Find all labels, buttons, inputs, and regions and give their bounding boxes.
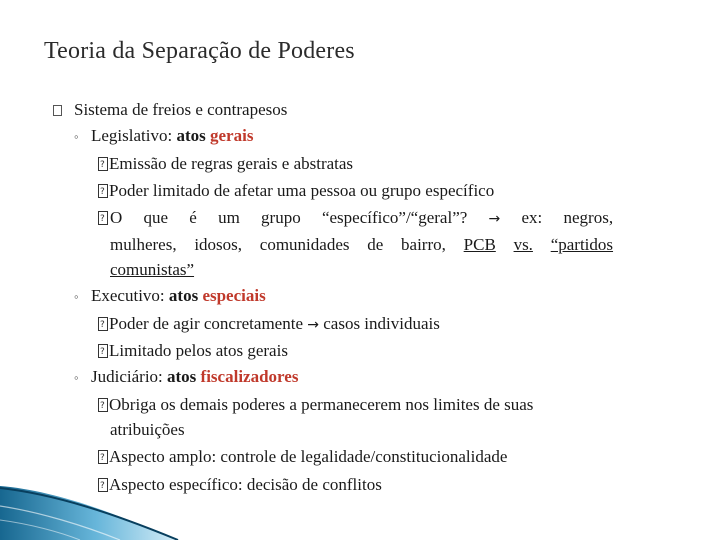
executivo-emphasis: especiais — [202, 286, 266, 305]
legislativo-heading — [74, 123, 253, 150]
corner-swoosh-decoration — [0, 450, 200, 540]
word: que — [143, 208, 169, 227]
underlined-text: vs. — [513, 235, 533, 254]
word: “específico”/“geral”? — [321, 208, 468, 227]
list-item-text: Poder limitado de afetar uma pessoa ou grupo específico — [109, 181, 495, 200]
list-item — [98, 338, 288, 364]
underlined-text: “partidos — [550, 235, 614, 254]
word: é — [189, 208, 197, 227]
circle-bullet-icon: ◦ — [74, 129, 79, 144]
arrow-right-icon: → — [307, 317, 319, 333]
missing-glyph-icon — [98, 211, 108, 225]
judiciario-emphasis: fiscalizadores — [200, 367, 299, 386]
list-item-text: Obriga os demais poderes a permanecerem nos limites de suas — [109, 395, 534, 414]
legislativo-emphasis: gerais — [210, 126, 254, 145]
question-line-2 — [110, 232, 613, 258]
word: O — [110, 208, 123, 227]
list-item-text: Poder de agir concretamente — [109, 314, 303, 333]
executivo-label: Executivo: — [91, 286, 165, 305]
executivo-heading — [74, 283, 266, 310]
missing-glyph-icon — [98, 398, 108, 412]
list-item-text: Aspecto amplo: controle de legalidade/constitucionalidade — [109, 447, 508, 466]
arrow-right-icon: → — [488, 211, 501, 227]
main-bullet: Sistema de freios e contrapesos — [74, 100, 288, 119]
square-bullet-icon — [53, 105, 62, 116]
question-line-1 — [110, 205, 613, 232]
word: um — [218, 208, 240, 227]
judiciario-atos: atos — [167, 367, 197, 386]
missing-glyph-icon — [98, 317, 108, 331]
word: negros, — [563, 208, 614, 227]
slide-title: Teoria da Separação de Poderes — [44, 38, 355, 64]
list-item-continuation: atribuições — [110, 420, 185, 439]
word: grupo — [261, 208, 301, 227]
list-item — [98, 151, 353, 177]
list-item — [98, 178, 494, 204]
judiciario-label: Judiciário: — [91, 367, 163, 386]
circle-bullet-icon: ◦ — [74, 289, 79, 304]
legislativo-label: Legislativo: — [91, 126, 173, 145]
missing-glyph-icon — [98, 344, 108, 358]
missing-glyph-icon — [98, 157, 108, 171]
circle-bullet-icon: ◦ — [74, 370, 79, 385]
list-item — [98, 311, 440, 338]
executivo-atos: atos — [168, 286, 199, 305]
list-item — [98, 392, 533, 418]
question-line-3: comunistas” — [110, 260, 195, 279]
text-segment: mulheres, idosos, comunidades de bairro, — [110, 235, 446, 254]
list-item-text: Aspecto específico: decisão de conflitos — [109, 475, 382, 494]
list-item-text: Limitado pelos atos gerais — [109, 341, 288, 360]
legislativo-atos: atos — [176, 126, 206, 145]
underlined-text: PCB — [463, 235, 496, 254]
judiciario-heading — [74, 364, 298, 391]
word: ex: — [521, 208, 543, 227]
list-item-text: Emissão de regras gerais e abstratas — [109, 154, 354, 173]
list-item-text: casos individuais — [323, 314, 440, 333]
missing-glyph-icon — [98, 184, 108, 198]
